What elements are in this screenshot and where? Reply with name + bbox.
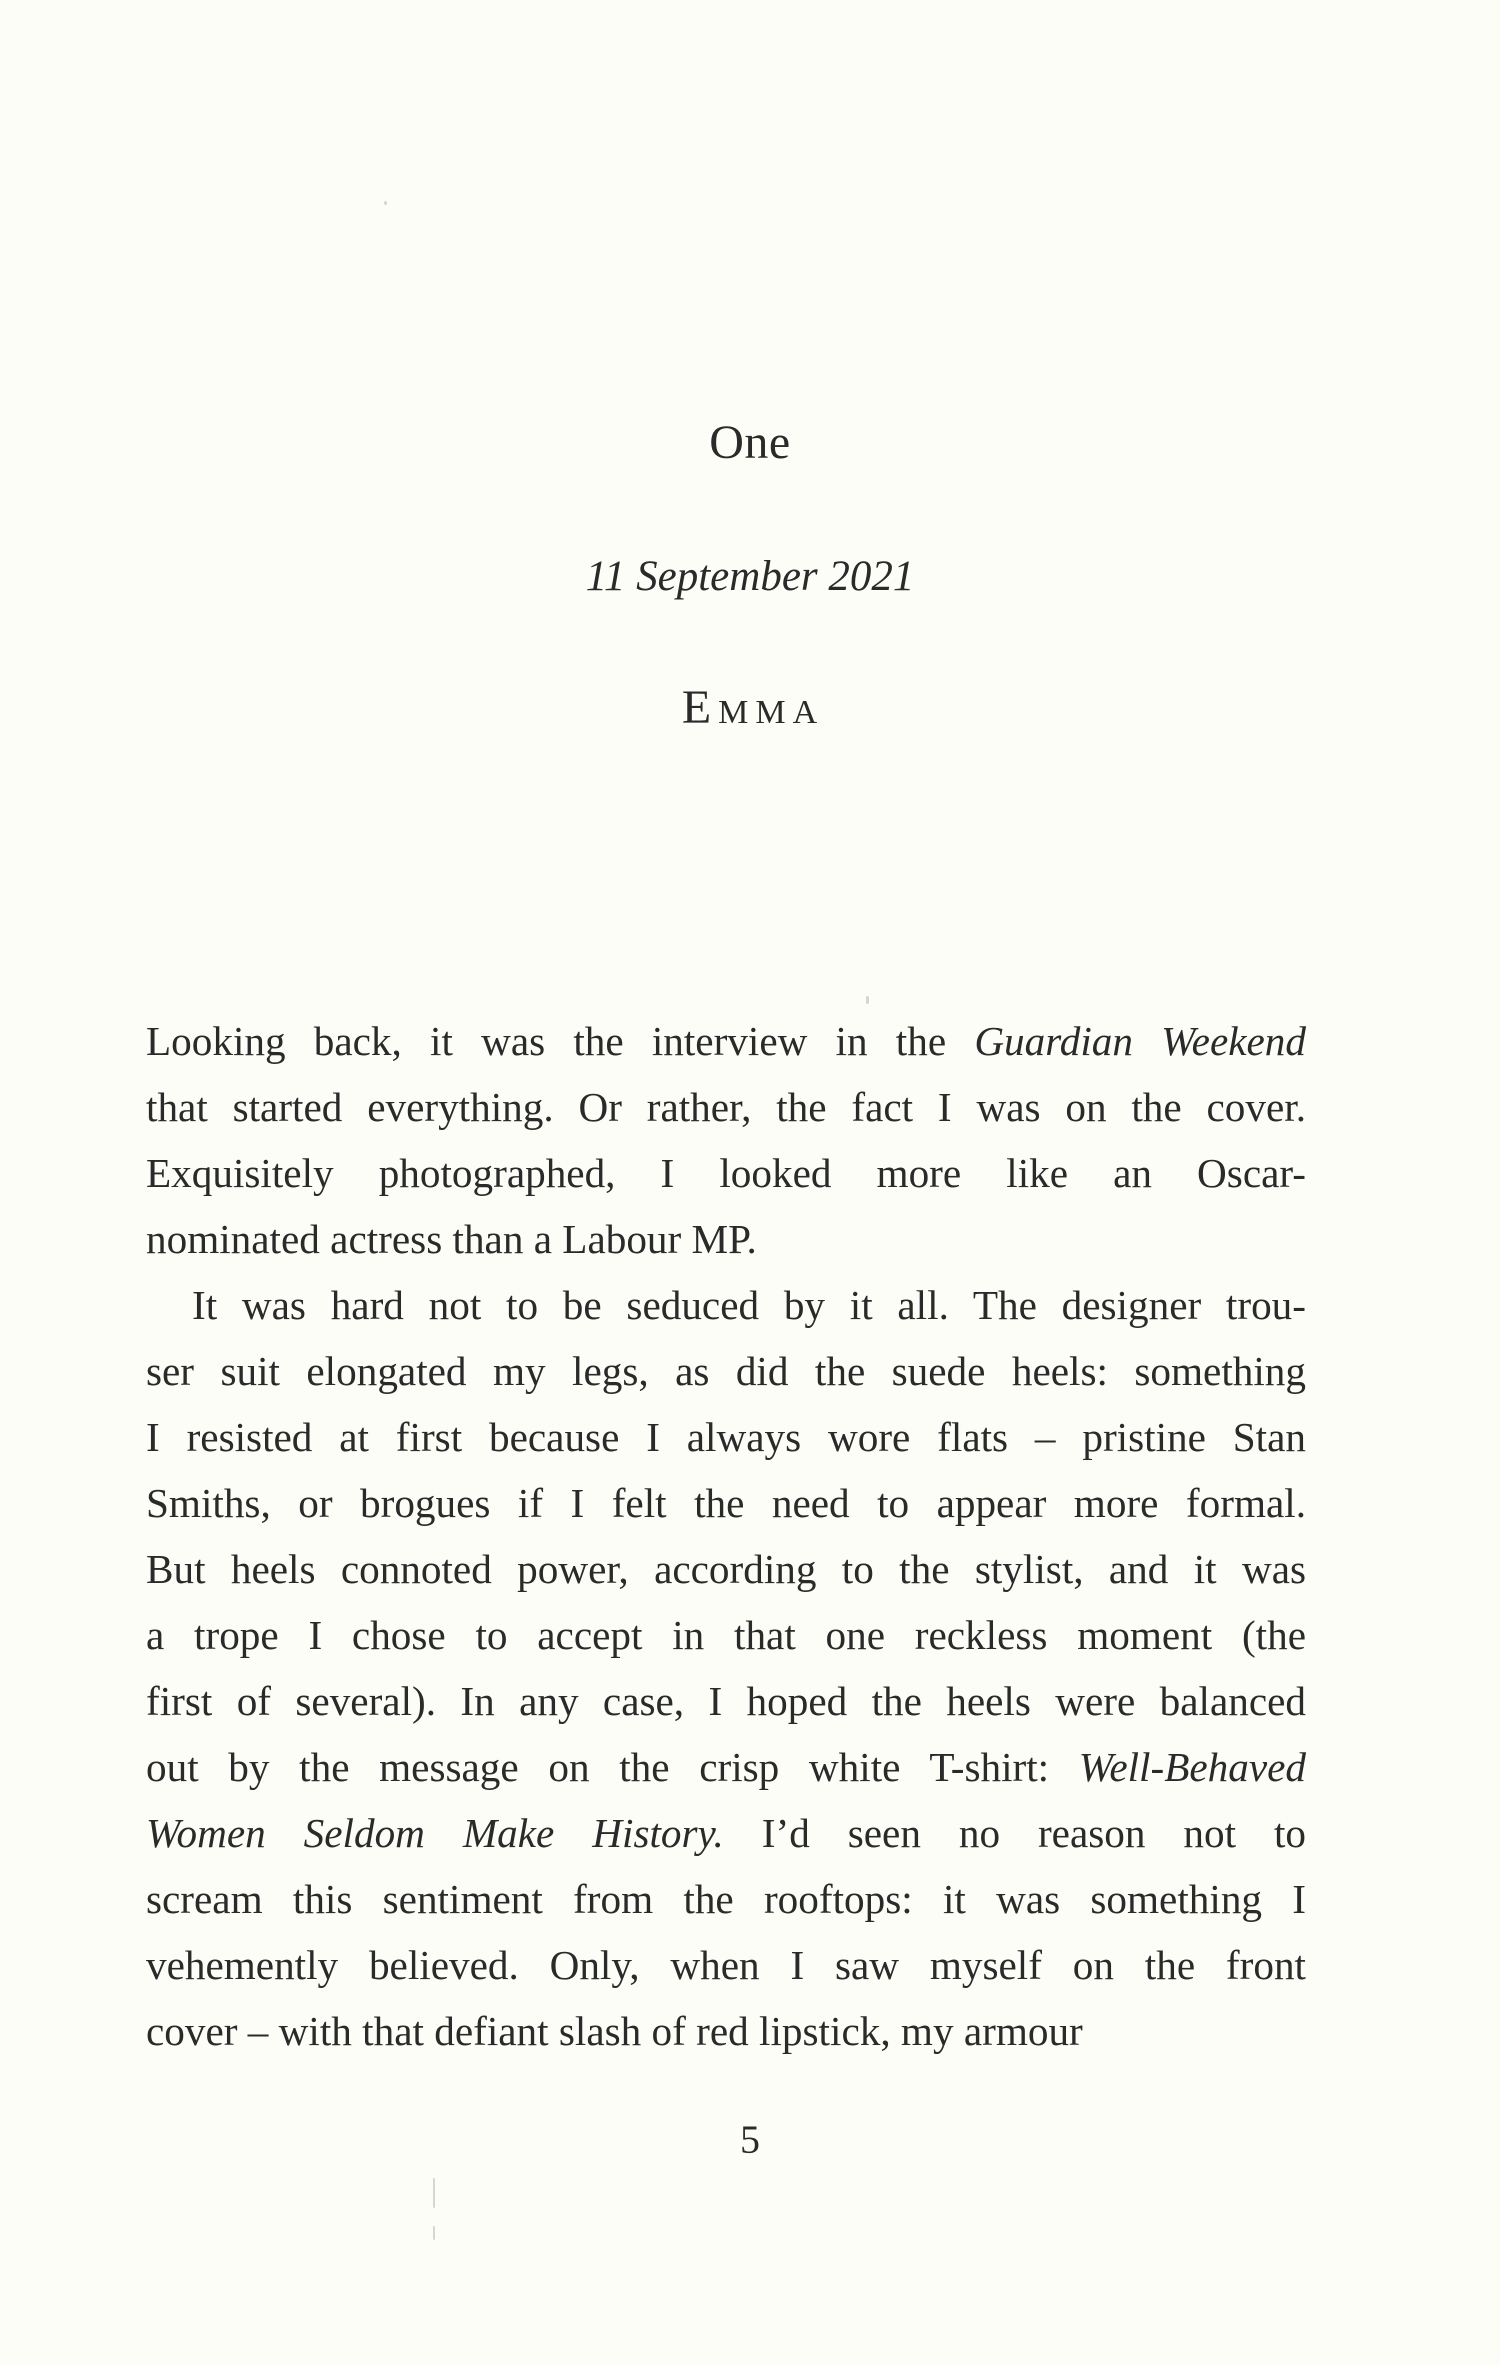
text-line	[146, 1668, 1306, 1734]
text-line	[146, 1272, 1306, 1338]
text-line	[146, 1470, 1306, 1536]
scan-speck	[866, 996, 869, 1004]
scan-speck	[384, 201, 387, 205]
chapter-narrator: Emma	[681, 681, 825, 734]
text-line	[146, 1866, 1306, 1932]
chapter-date: 11 September 2021	[585, 553, 915, 600]
text-segment: a trope I chose to accept in that one reckless moment (the	[146, 1612, 1306, 1658]
page-number: 5	[740, 2117, 760, 2162]
scan-speck	[433, 2178, 435, 2208]
text-line	[146, 1008, 1306, 1074]
text-segment: cover – with that defiant slash of red lipstick, my armour	[146, 2008, 1083, 2054]
text-segment: It was hard not to be seduced by it all. The designer trou-	[192, 1282, 1306, 1328]
text-line	[146, 1404, 1306, 1470]
text-line	[146, 1206, 1306, 1272]
text-line	[146, 1602, 1306, 1668]
text-segment: ser suit elongated my legs, as did the suede heels: something	[146, 1348, 1306, 1394]
text-line	[146, 1800, 1306, 1866]
text-line	[146, 1932, 1306, 1998]
text-line	[146, 1074, 1306, 1140]
body-text	[146, 1008, 1306, 2064]
text-segment: I resisted at first because I always wore flats – pristine Stan	[146, 1414, 1306, 1460]
text-line	[146, 1734, 1306, 1800]
text-segment: I’d seen no reason not to	[723, 1810, 1306, 1856]
text-segment: But heels connoted power, according to the stylist, and it was	[146, 1546, 1306, 1592]
text-segment: that started everything. Or rather, the fact I was on the cover.	[146, 1084, 1306, 1130]
text-segment: scream this sentiment from the rooftops: it was something I	[146, 1876, 1306, 1922]
text-line	[146, 1998, 1306, 2064]
italic-text: Guardian Weekend	[974, 1018, 1306, 1064]
text-segment: Looking back, it was the interview in the	[146, 1018, 975, 1064]
text-line	[146, 1140, 1306, 1206]
text-line	[146, 1536, 1306, 1602]
text-segment: Exquisitely photographed, I looked more like an Oscar-	[146, 1150, 1306, 1196]
text-line	[146, 1338, 1306, 1404]
text-segment: first of several). In any case, I hoped the heels were balanced	[146, 1678, 1306, 1724]
text-segment: Smiths, or brogues if I felt the need to appear more formal.	[146, 1480, 1306, 1526]
italic-text: Well-Behaved	[1078, 1744, 1306, 1790]
text-segment: nominated actress than a Labour MP.	[146, 1216, 757, 1262]
scan-speck	[433, 2226, 435, 2240]
chapter-number: One	[709, 416, 791, 469]
italic-text: Women Seldom Make History.	[146, 1810, 724, 1856]
text-segment: out by the message on the crisp white T-shirt:	[146, 1744, 1079, 1790]
text-segment: vehemently believed. Only, when I saw myself on the front	[146, 1942, 1306, 1988]
